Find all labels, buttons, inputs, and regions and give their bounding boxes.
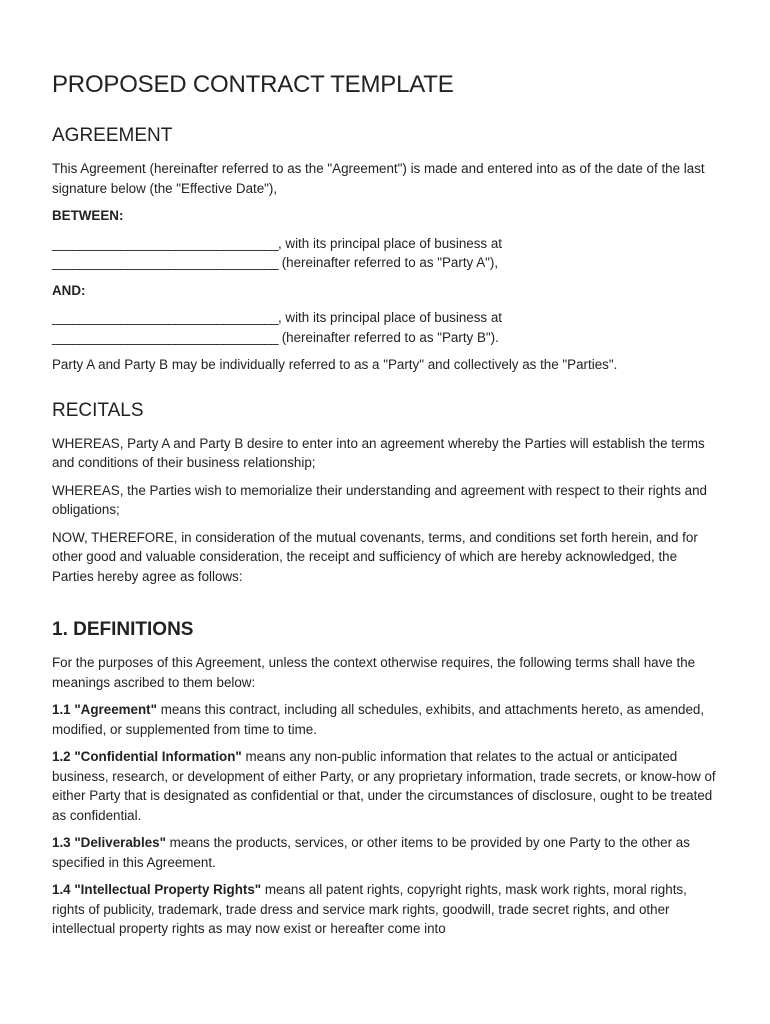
definition-label: 1.1 "Agreement"	[52, 702, 157, 717]
party-a-block	[52, 234, 722, 273]
party-b-block	[52, 308, 722, 347]
recital-paragraph-3: NOW, THEREFORE, in consideration of the mutual covenants, terms, and conditions set forth herein, and for other good and valuable consideration, the receipt and sufficiency of which are hereby acknowledged, the Parties hereby agree as follows:	[52, 529, 698, 584]
recital-paragraph-1: WHEREAS, Party A and Party B desire to enter into an agreement whereby the Parties will establish the terms and conditions of their business relationship;	[52, 435, 705, 470]
party-a-address-blank[interactable]: _________________________________	[52, 255, 278, 270]
definitions-intro: For the purposes of this Agreement, unless the context otherwise requires, the following terms shall have the meanings ascribed to them below:	[52, 655, 696, 690]
agreement-intro: This Agreement (hereinafter referred to as the "Agreement") is made and entered into as of the date of the last signature below (the "Effective Date"),	[52, 161, 705, 196]
and-label: AND:	[52, 282, 86, 298]
definition-item	[52, 700, 722, 739]
definition-item	[52, 880, 722, 939]
recital-paragraph-2: WHEREAS, the Parties wish to memorialize their understanding and agreement with respect to their rights and obligations;	[52, 482, 707, 517]
definition-label: 1.4 "Intellectual Property Rights"	[52, 882, 262, 897]
party-b-line-2-text: (hereinafter referred to as "Party B").	[277, 329, 499, 345]
definition-text: means the products, services, or other items to be provided by one Party to the other as specified in this Agreement.	[52, 835, 690, 870]
definitions-heading: 1. DEFINITIONS	[52, 619, 194, 640]
party-a-line-2-text: (hereinafter referred to as "Party A"),	[277, 255, 499, 270]
definition-text: means all patent rights, copyright rights, mask work rights, moral rights, rights of publicity, trademark, trade dress and service mark rights, goodwill, trade secret rights, and other intellectual property rights as may now exist or hereafter come into	[52, 882, 687, 936]
party-a-name-blank[interactable]: _________________________________	[52, 235, 278, 251]
document-page	[52, 70, 722, 939]
party-b-address-blank[interactable]: _________________________________	[52, 329, 278, 345]
definition-label: 1.2 "Confidential Information"	[52, 749, 242, 764]
definition-item	[52, 747, 722, 825]
definition-text: means this contract, including all schedules, exhibits, and attachments hereto, as amended, modified, or supplemented from time to time.	[52, 702, 705, 737]
definition-text: means any non-public information that relates to the actual or anticipated business, research, or development of either Party, or any proprietary information, trade secrets, or know-how of either Party that is designated as confidential or that, under the circumstances of disclosure, ought to be treated as confidential.	[52, 749, 716, 823]
party-b-line-1-text: , with its principal place of business at	[277, 310, 503, 325]
document-title: PROPOSED CONTRACT TEMPLATE	[52, 71, 454, 98]
parties-note: Party A and Party B may be individually referred to as a "Party" and collectively as the "Parties".	[52, 357, 618, 372]
party-b-name-blank[interactable]: _________________________________	[52, 310, 278, 325]
party-a-line-1-text: , with its principal place of business at	[277, 235, 503, 251]
agreement-heading: AGREEMENT	[52, 125, 173, 146]
recitals-heading: RECITALS	[52, 399, 144, 421]
definition-label: 1.3 "Deliverables"	[52, 835, 166, 850]
definition-item	[52, 833, 722, 872]
between-label: BETWEEN:	[52, 208, 124, 223]
